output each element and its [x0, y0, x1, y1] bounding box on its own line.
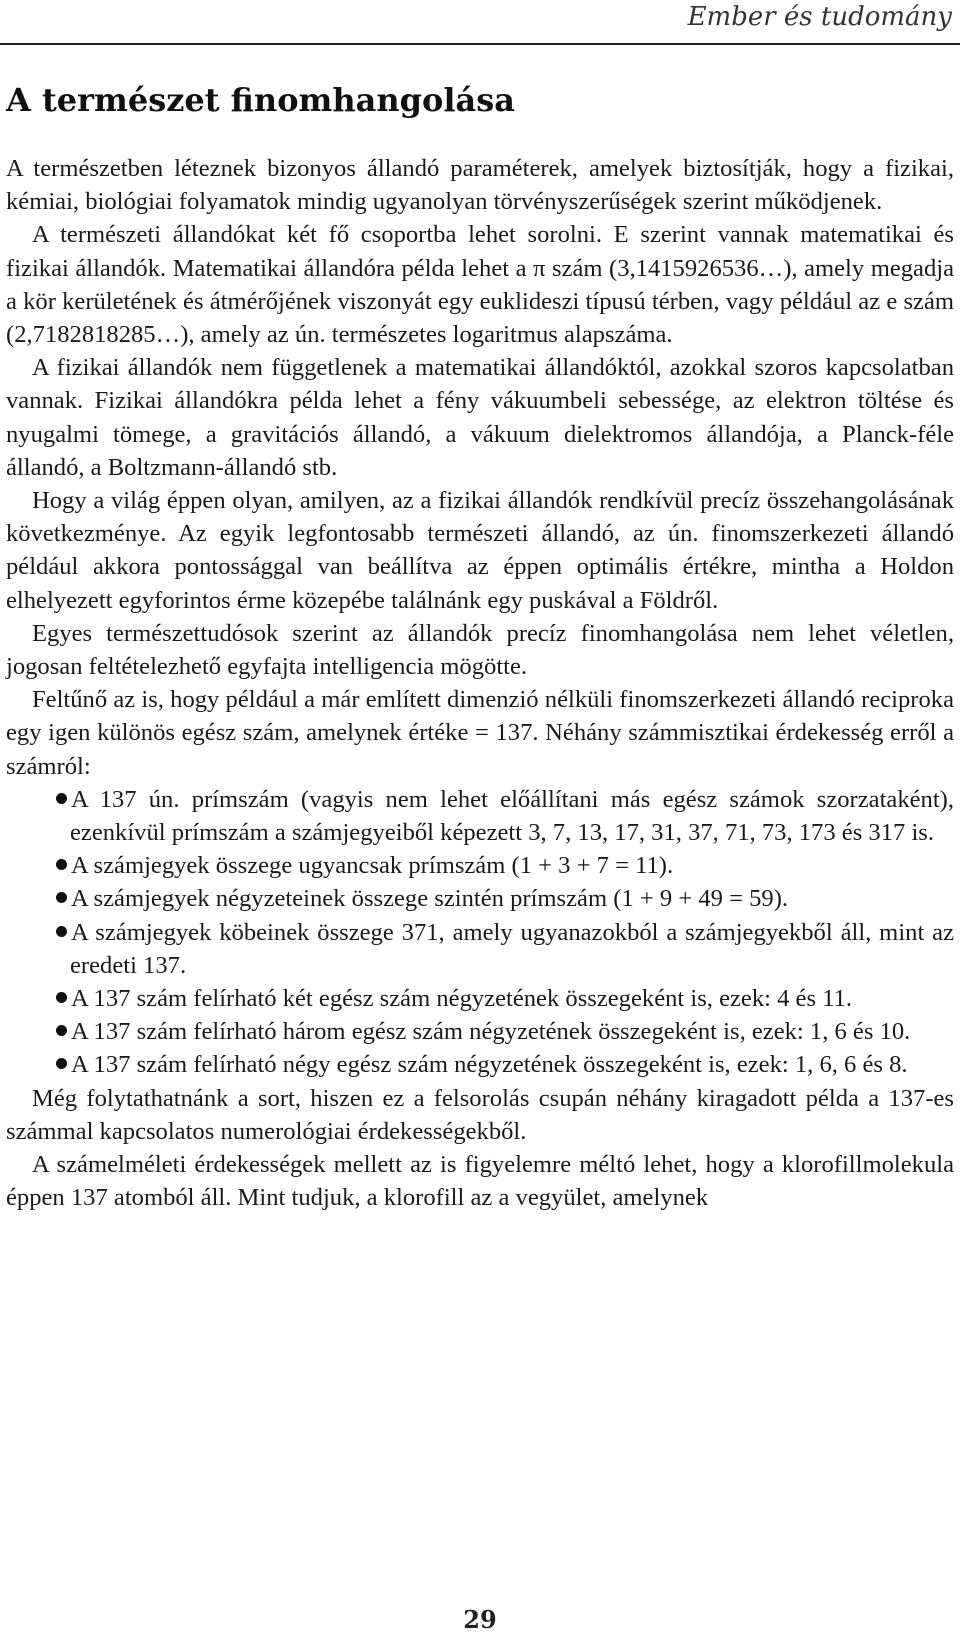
list-item-text: A 137 szám felírható két egész szám négyzetének összegeként is, ezek: 4 és 11. — [71, 985, 853, 1013]
page-number: 29 — [463, 1605, 497, 1634]
running-head: Ember és tudomány — [687, 2, 952, 32]
list-item — [12, 982, 954, 1015]
bullet-icon — [56, 1058, 67, 1069]
bullet-icon — [56, 859, 67, 870]
list-item-text: A számjegyek négyzeteinek összege szintén prímszám (1 + 9 + 49 = 59). — [71, 885, 789, 913]
bullet-icon — [56, 892, 67, 903]
paragraph: A fizikai állandók nem függetlenek a matematikai állandóktól, azokkal szoros kapcsolatban vannak. Fizikai állandókra példa lehet a fény vákuumbeli sebessége, az elektron töltése és nyugalmi tömege, a gravitációs állandó, a vákuum dielektromos állandója, a Planck-féle állandó, a Boltzmann-állandó stb. — [6, 354, 954, 481]
list-item — [12, 1048, 954, 1081]
paragraph: Feltűnő az is, hogy például a már említett dimenzió nélküli finomszerkezeti állandó reciproka egy igen különös egész szám, amelynek értéke = 137. Néhány számmisztikai érdekesség erről a számról: — [6, 686, 954, 780]
bullet-list — [6, 783, 954, 1082]
list-item-text: A számjegyek köbeinek összege 371, amely ugyanazokból a számjegyekből áll, mint az eredeti 137. — [70, 918, 954, 979]
header-rule — [0, 43, 960, 45]
paragraph: Még folytathatnánk a sort, hiszen ez a felsorolás csupán néhány kiragadott példa a 137-es számmal kapcsolatos numerológiai érdekességekből. — [6, 1084, 954, 1145]
paragraph: Hogy a világ éppen olyan, amilyen, az a fizikai állandók rendkívül precíz összehangolásának következménye. Az egyik legfontosabb természeti állandó, az ún. finomszerkezeti állandó például akkora pontossággal van beállítva az éppen optimális értékre, mintha a Holdon elhelyezett egyforintos érme közepébe találnánk egy puskával a Földről. — [6, 487, 954, 614]
list-item — [12, 783, 954, 849]
bullet-icon — [56, 793, 67, 804]
list-item-text: A 137 ún. prímszám (vagyis nem lehet előállítani más egész számok szorzataként), ezenkívül prímszám a számjegyeiből képezett 3, 7, 13, 17, 31, 37, 71, 73, 173 és 317 is. — [70, 785, 954, 847]
article-title: A természet finomhangolása — [6, 81, 516, 119]
list-item — [12, 849, 954, 882]
bullet-icon — [56, 1025, 67, 1036]
list-item-text: A számjegyek összege ugyancsak prímszám (1 + 3 + 7 = 11). — [71, 852, 674, 880]
list-item — [12, 1015, 954, 1048]
list-item — [12, 916, 954, 982]
paragraph: A természetben léteznek bizonyos állandó paraméterek, amelyek biztosítják, hogy a fizikai, kémiai, biológiai folyamatok mindig ugyanolyan törvényszerűségek szerint működjenek. — [6, 155, 954, 216]
article-body — [6, 152, 954, 1215]
list-item-text: A 137 szám felírható három egész szám négyzetének összegeként is, ezek: 1, 6 és 10. — [71, 1018, 911, 1046]
paragraph: A természeti állandókat két fő csoportba lehet sorolni. E szerint vannak matematikai és fizikai állandók. Matematikai állandóra példa lehet a π szám (3,1415926536…), amely megadja a kör kerületének és átmérőjének viszonyát egy euklideszi típusú térben, vagy például az e szám (2,7182818285…), amely az ún. természetes logaritmus alapszáma. — [6, 221, 954, 349]
list-item-text: A 137 szám felírható négy egész szám négyzetének összegeként is, ezek: 1, 6, 6 és 8. — [71, 1051, 908, 1079]
bullet-icon — [56, 926, 67, 937]
list-item — [12, 882, 954, 915]
paragraph: A számelméleti érdekességek mellett az is figyelemre méltó lehet, hogy a klorofillmolekula éppen 137 atomból áll. Mint tudjuk, a klorofill az a vegyület, amelynek — [6, 1151, 954, 1212]
paragraph: Egyes természettudósok szerint az állandók precíz finomhangolása nem lehet véletlen, jogosan feltételezhető egyfajta intelligencia mögötte. — [6, 619, 954, 681]
bullet-icon — [56, 992, 67, 1003]
